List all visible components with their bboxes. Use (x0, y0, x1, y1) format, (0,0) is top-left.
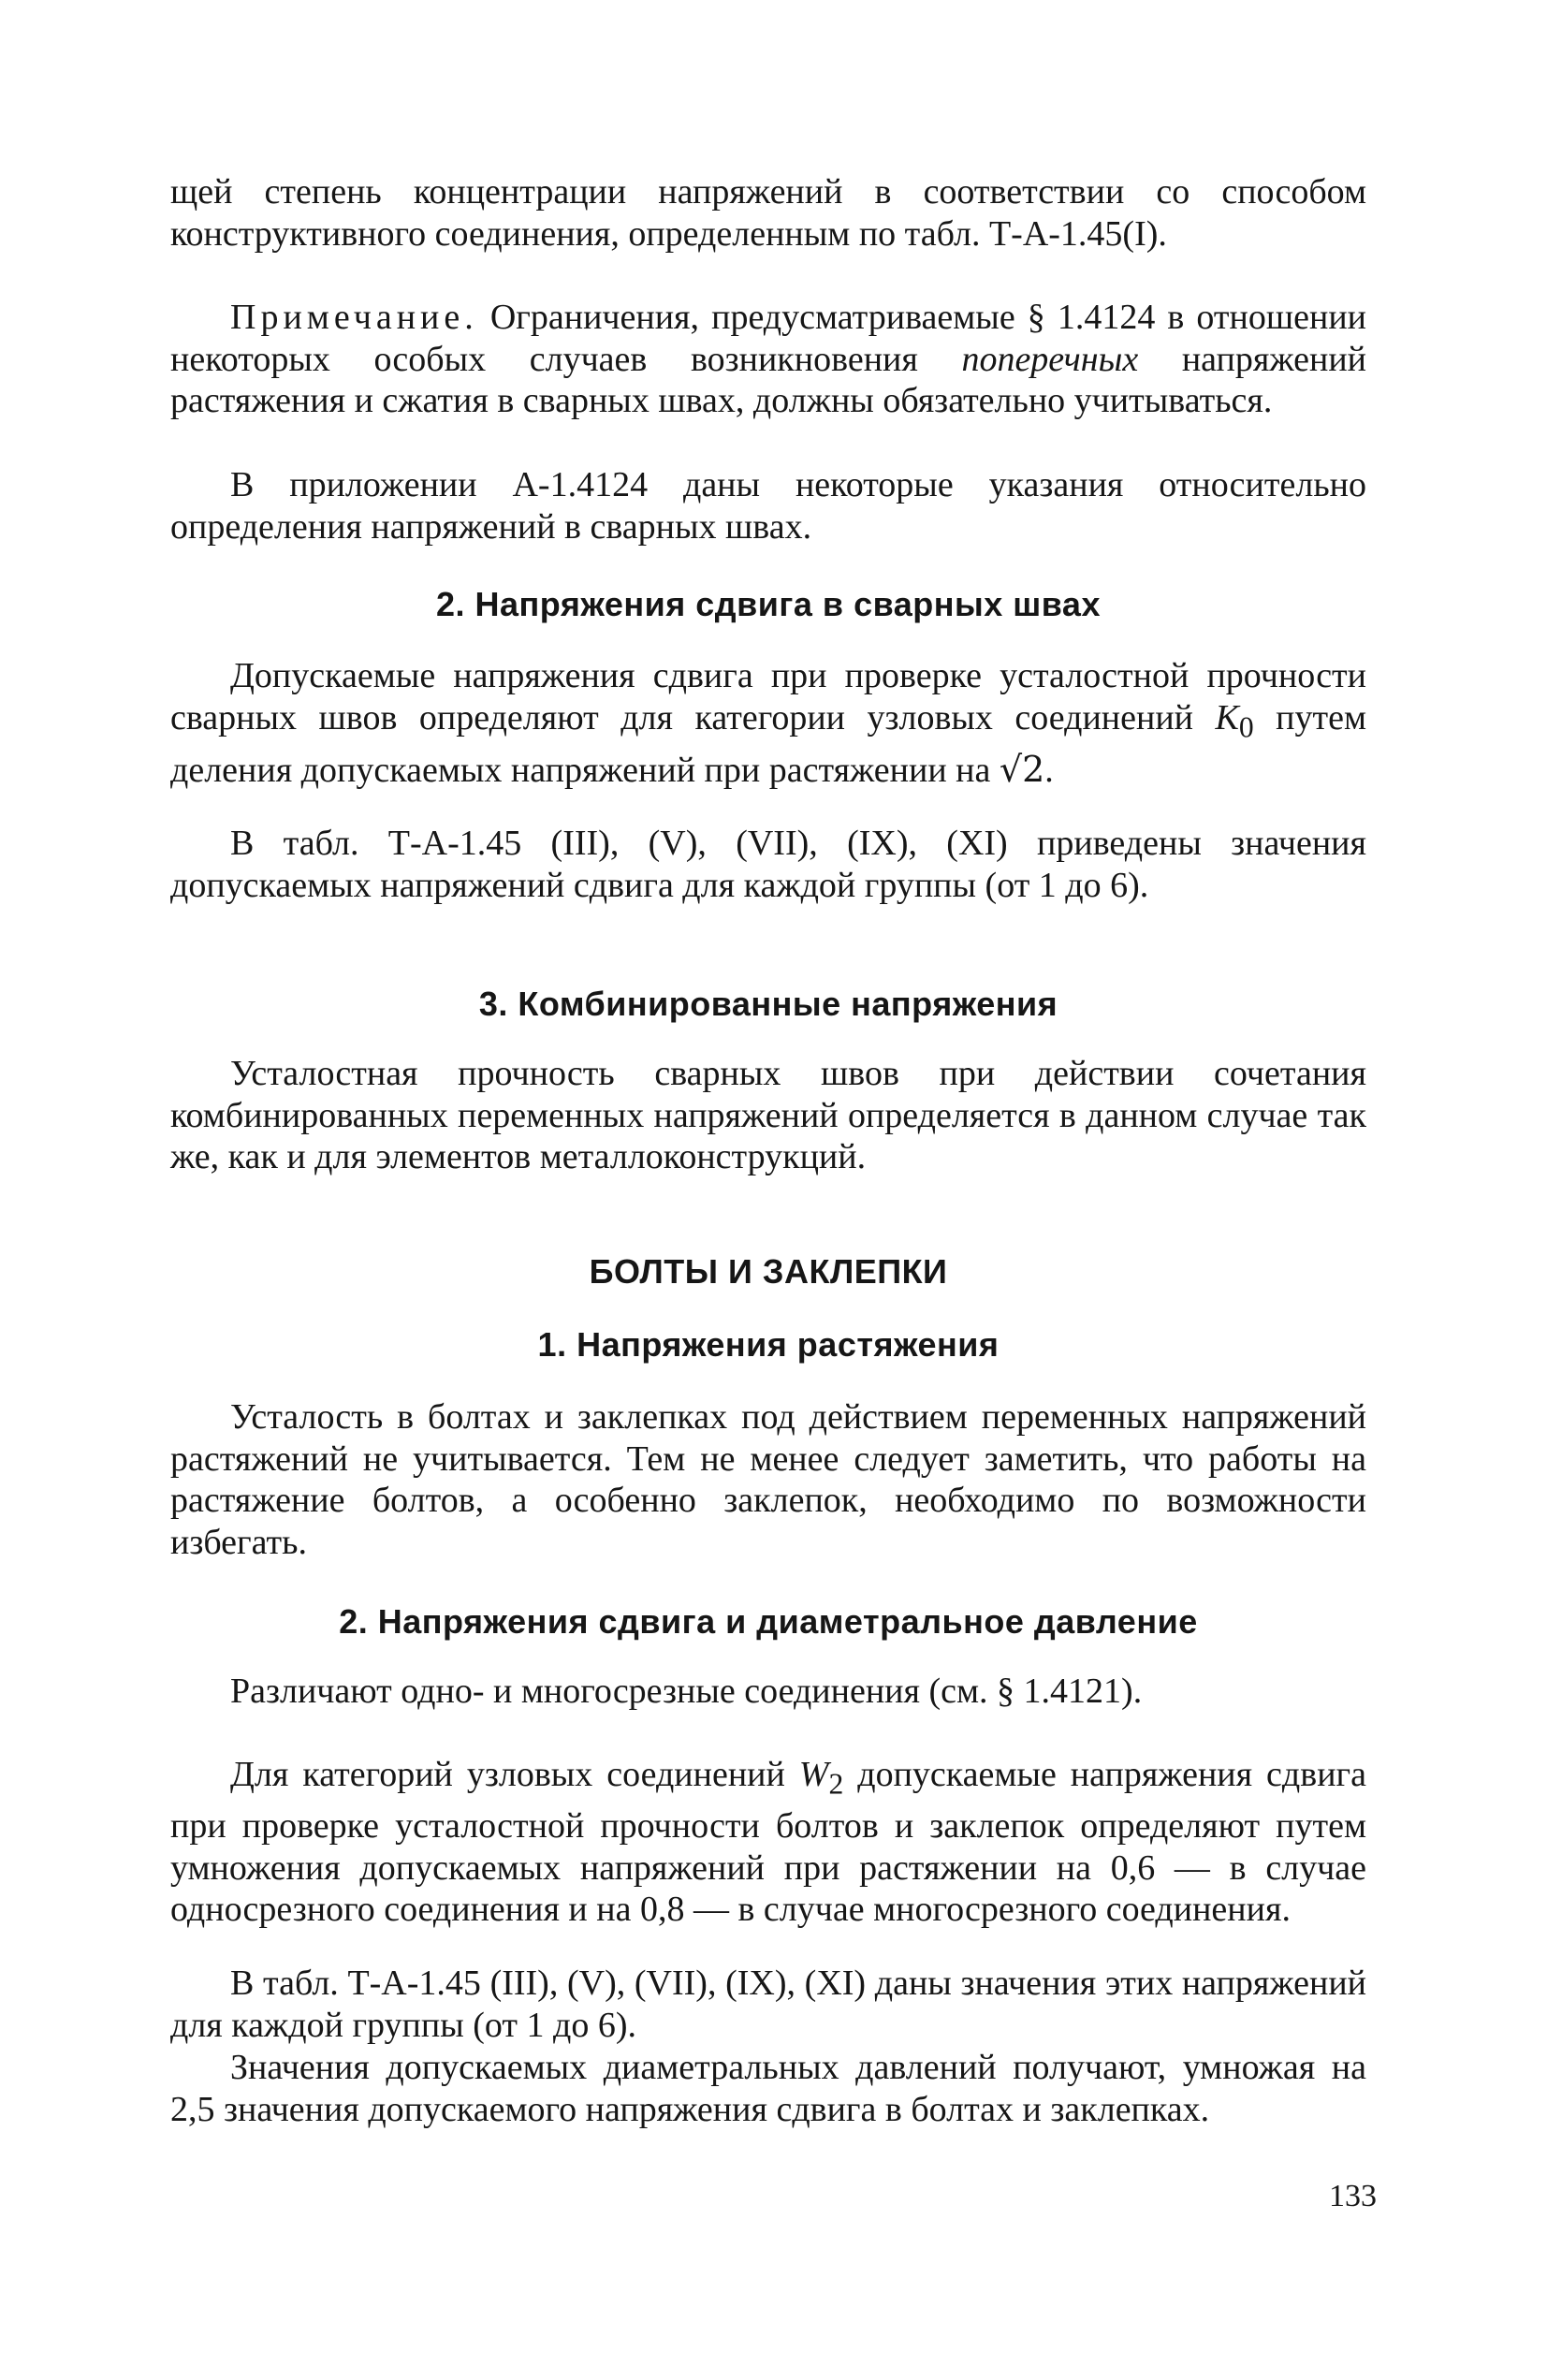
note-label: Примечание. (230, 298, 478, 337)
welds-shear-text-a: Допускаемые напряжения сдвига при проверке усталостной прочности сварных швов определяют для категории узловых соединений (170, 656, 1366, 737)
note-text-b: напряжений растяжения и сжатия в сварных швах, должны обязательно учитываться. (170, 339, 1366, 420)
heading-combined: 3. Комбинированные напряжения (478, 985, 1058, 1023)
note-paragraph (170, 297, 1366, 422)
welds-shear-paragraph-2: В табл. Т-А-1.45 (III), (V), (VII), (IX), (XI) приведены значения допускаемых напряжений сдвига для каждой группы (от 1 до 6). (170, 824, 1366, 905)
page-number: 133 (1329, 2179, 1377, 2213)
sqrt-two: √2 (999, 748, 1045, 790)
symbol-W-subscript: 2 (828, 1767, 844, 1801)
symbol-W: W (798, 1755, 829, 1794)
bolts-tension-paragraph: Усталость в болтах и заклепках под действием переменных напряжений растяжений не учитывается. Тем не менее следует заметить, что работы на растяжение болтов, а особенно заклепок, необходимо по возможности избегать. (170, 1397, 1366, 1562)
bolts-shear-text-a: Для категорий узловых соединений (230, 1755, 785, 1794)
appendix-paragraph: В приложении А-1.4124 даны некоторые указания относительно определения напряжений в сварных швах. (170, 465, 1366, 547)
heading-bolts-shear: 2. Напряжения сдвига и диаметральное давление (339, 1602, 1198, 1641)
welds-shear-text-b: путем деления допускаемых напряжений при растяжении на (170, 697, 1367, 790)
paragraph-continuation: щей степень концентрации напряжений в соответствии со способом конструктивного соединения, определенным по табл. Т-А-1.45(I). (170, 172, 1366, 254)
bolts-shear-paragraph-4: Значения допускаемых диаметральных давлений получают, умножая на 2,5 значения допускаемого напряжения сдвига в болтах и заклепках. (170, 2048, 1366, 2129)
note-italic-word: поперечных (961, 339, 1139, 379)
symbol-K: K (1215, 697, 1239, 737)
heading-bolts-tension: 1. Напряжения растяжения (537, 1325, 1000, 1364)
welds-shear-period: . (1044, 750, 1054, 790)
welds-shear-paragraph-1 (170, 655, 1366, 791)
bolts-shear-text-b: допускаемые напряжения сдвига при проверке усталостной прочности болтов и заклепок определяют путем умножения допускаемых напряжений при растяжении на 0,6 — в случае односрезного соединения и на 0,8 — в случае многосрезного соединения. (170, 1755, 1366, 1930)
heading-bolts-section: БОЛТЫ И ЗАКЛЕПКИ (589, 1252, 948, 1291)
note-text-a: Ограничения, предусматриваемые § 1.4124 в отношении некоторых особых случаев возникновения (170, 298, 1367, 379)
combined-paragraph: Усталостная прочность сварных швов при действии сочетания комбинированных переменных напряжений определяется в данном случае так же, как и для элементов металлоконструкций. (170, 1054, 1366, 1176)
symbol-K-subscript: 0 (1238, 710, 1254, 744)
bolts-shear-paragraph-2 (170, 1754, 1366, 1931)
bolts-shear-paragraph-3: В табл. Т-А-1.45 (III), (V), (VII), (IX), (XI) даны значения этих напряжений для каждой группы (от 1 до 6). (170, 1964, 1366, 2045)
heading-welds-shear: 2. Напряжения сдвига в сварных швах (436, 585, 1101, 623)
bolts-shear-paragraph-1: Различают одно- и многосрезные соединения (см. § 1.4121). (230, 1672, 1143, 1711)
